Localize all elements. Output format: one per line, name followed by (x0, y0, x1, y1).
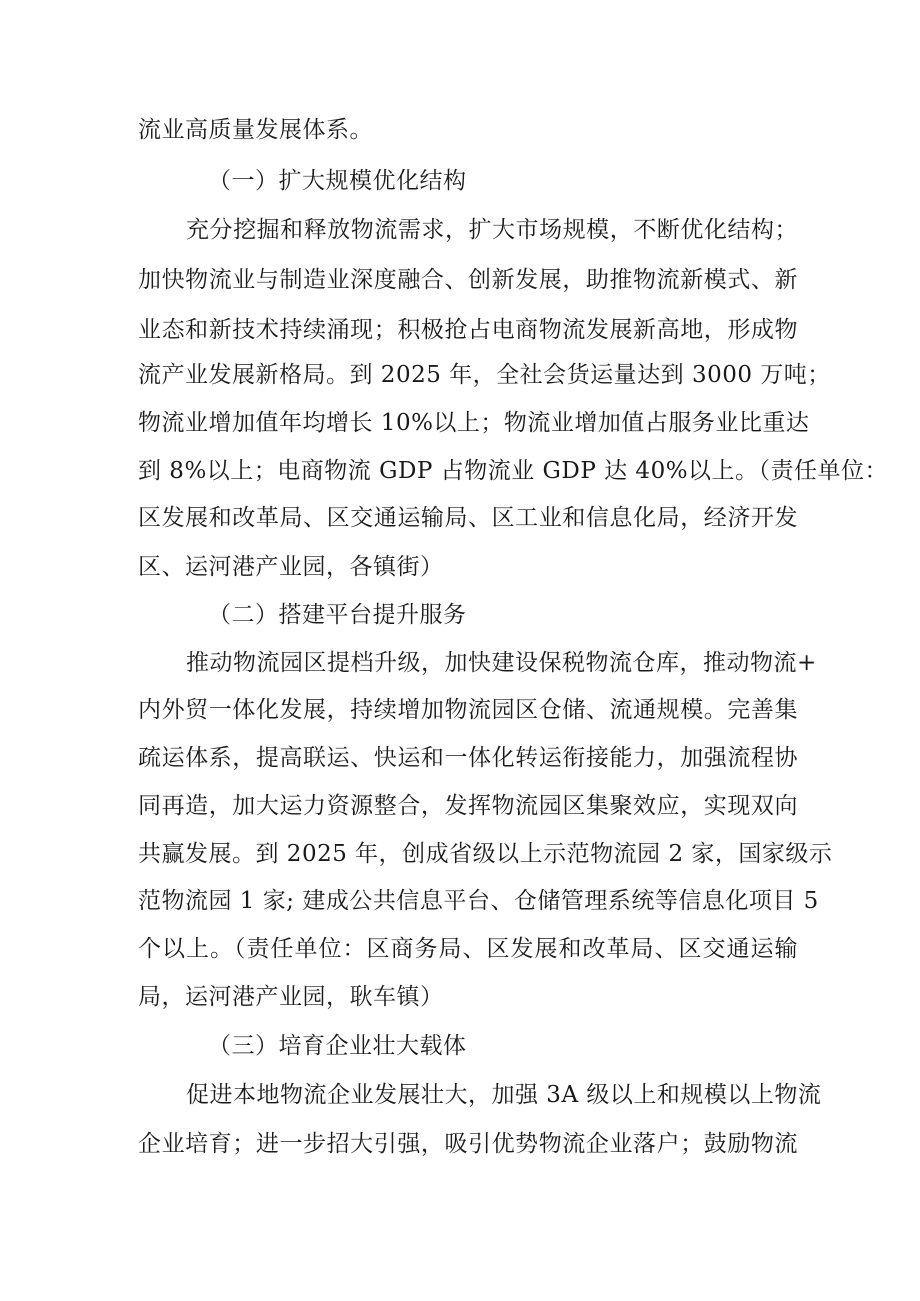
paragraph-line: 共赢发展。到 2025 年，创成省级以上示范物流园 2 家，国家级示 (138, 841, 833, 867)
section-heading-3: （三）培育企业壮大载体 (208, 1033, 467, 1059)
paragraph-line: 个以上。（责任单位：区商务局、区发展和改革局、区交通运输 (138, 936, 798, 962)
paragraph-line: 内外贸一体化发展，持续增加物流园区仓储、流通规模。完善集 (138, 697, 798, 723)
section-heading-1: （一）扩大规模优化结构 (208, 168, 467, 194)
paragraph-line: 到 8%以上；电商物流 GDP 占物流业 GDP 达 40%以上。（责任单位： (138, 458, 889, 484)
paragraph-line: 促进本地物流企业发展壮大，加强 3A 级以上和规模以上物流 (186, 1082, 822, 1108)
paragraph-line: 企业培育；进一步招大引强，吸引优势物流企业落户；鼓励物流 (138, 1131, 798, 1157)
paragraph-line: 物流业增加值年均增长 10%以上；物流业增加值占服务业比重达 (138, 410, 810, 436)
paragraph-line: 流产业发展新格局。到 2025 年，全社会货运量达到 3000 万吨； (138, 362, 831, 388)
paragraph-line: 同再造，加大运力资源整合，发挥物流园区集聚效应，实现双向 (138, 793, 798, 819)
paragraph-line: 区发展和改革局、区交通运输局、区工业和信息化局，经济开发 (138, 505, 798, 531)
section-heading-2: （二）搭建平台提升服务 (208, 602, 467, 628)
paragraph-line: 范物流园 1 家; 建成公共信息平台、仓储管理系统等信息化项目 5 (138, 888, 819, 914)
paragraph-line: 疏运体系，提高联运、快运和一体化转运衔接能力，加强流程协 (138, 745, 798, 771)
paragraph-line: 推动物流园区提档升级，加快建设保税物流仓库，推动物流+ (186, 650, 817, 676)
paragraph-line: 流业高质量发展体系。 (138, 117, 373, 143)
paragraph-line: 加快物流业与制造业深度融合、创新发展，助推物流新模式、新 (138, 267, 798, 293)
paragraph-line: 充分挖掘和释放物流需求，扩大市场规模，不断优化结构； (186, 217, 798, 243)
paragraph-line: 区、运河港产业园，各镇街） (138, 554, 444, 580)
paragraph-line: 局，运河港产业园，耿车镇） (138, 984, 444, 1010)
paragraph-line: 业态和新技术持续涌现；积极抢占电商物流发展新高地，形成物 (138, 317, 798, 343)
